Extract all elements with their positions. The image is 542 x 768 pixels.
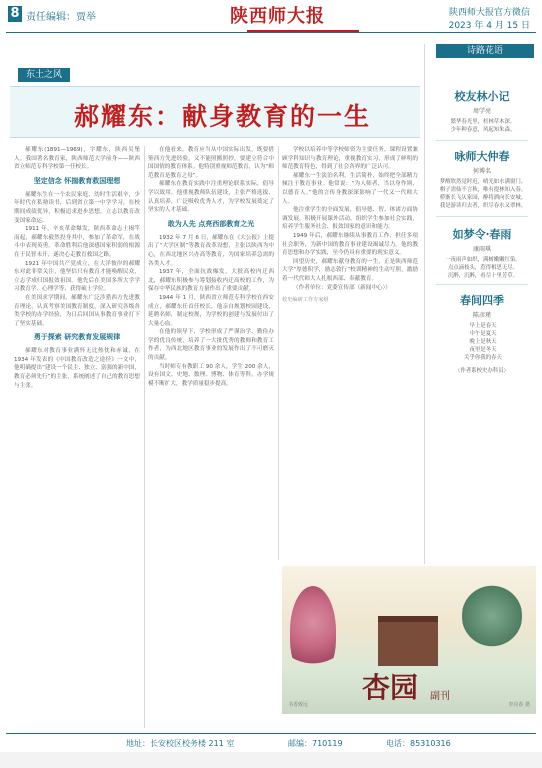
article-subhead: 勇于探索 研究教育发展规律 <box>33 333 121 342</box>
poem-body <box>438 256 528 280</box>
article-title: 郝耀东：献身教育的一生 <box>74 102 372 131</box>
column-divider <box>278 146 279 560</box>
article-paragraph: 郝耀东在教育实践中注重理论联系实际，倡导学以致用。他重视教师队伍建设，主张严格选拔、认真培养，广泛吸收优秀人才，为学校发展奠定了坚实的人才基础。 <box>148 181 274 214</box>
footer-address: 地址：长安校区校务楼 211 室 <box>126 739 235 748</box>
article-paragraph: 1911 年，辛亥革命爆发，陕西革命志士揭竿而起，郝耀东毅然投身其中，参加了革命军，在战斗中表现英勇。革命胜利后他深感国家积弱的根源在于民智未开，遂决心走教育救国之路。 <box>14 226 140 258</box>
article-paragraph: 1944 年 1 月，陕西省立师范专科学校在西安成立，郝耀东任首任校长。他亲自规划校园建设，延聘名师，制定校规，为学校的创建与发展付出了大量心血。 <box>148 294 274 327</box>
poem-separator <box>436 216 528 217</box>
article-paragraph: 1949 年后，郝耀东继续从事教育工作，担任多项社会职务，为新中国的教育事业建设竭诚尽力。他的教育思想和办学实践，至今仍具有重要的现实意义。 <box>282 232 418 257</box>
poem-body <box>438 118 528 134</box>
painting-caption-left: 书香致远 <box>288 702 309 708</box>
poetry-column <box>428 60 536 360</box>
editor-credit: 责任编辑：贾举 <box>26 12 96 23</box>
gate-image <box>378 616 438 666</box>
poem-title: 春间四季 <box>460 294 504 307</box>
footer-bar <box>0 752 542 768</box>
poem-author: 康雨琪 <box>472 246 491 253</box>
article-paragraph: 在他看来，教育应当从中国实际出发，既要借鉴西方先进经验，又不能照搬照抄，要建立符合中国国情的教育体系。他特别重视师范教育，认为“师范教育是教育之母”。 <box>148 147 274 179</box>
article-subhead: 坚定信念 怀揣教育救国理想 <box>33 176 121 185</box>
poem-body <box>438 178 528 210</box>
poem-line: 少年种春意，风起知朱森。 <box>450 127 516 133</box>
poem-line: 早上是春天 <box>469 323 497 329</box>
issue-date: 2023 年 4 月 15 日 <box>448 21 530 31</box>
poem-line: 一夜雨声如织，满树嫩嫩红染。 <box>445 257 521 263</box>
page-number: 8 <box>8 6 22 22</box>
poem-title: 校友林小记 <box>454 90 510 103</box>
article-paragraph: 在他的领导下，学校形成了严谨治学、勤俭办学的优良传统，培养了一大批优秀的教师和教育工作者，为西北地区教育事业的发展作出了不可磨灭的贡献。 <box>148 329 274 362</box>
blossom-tree-image <box>290 586 336 676</box>
poem-author: 陈彦瑾 <box>472 312 491 319</box>
article-subhead: 敢为人先 点亮西部教育之光 <box>167 219 255 228</box>
supplement-subtitle: 副刊 <box>430 691 450 702</box>
poem-body <box>438 322 528 362</box>
footer-phone: 电话：85310316 <box>386 739 451 748</box>
column-divider <box>144 146 145 728</box>
section-tag-right: 诗路花语 <box>436 44 534 58</box>
poem-title: 咏师大仲春 <box>454 150 510 163</box>
article-paragraph: （作者单位：党委宣传部（新闻中心）） <box>293 284 391 291</box>
article-paragraph: 回望历史，郝耀东献身教育的一生，正是陕西师范大学“厚德积学，励志敦行”校训精神的生动写照，激励着一代代师大人扎根西部、奉献教育。 <box>282 258 418 282</box>
article-paragraph: 郝耀东一生淡泊名利，生活简朴，始终把全部精力倾注于教育事业。他常说：“为人师者，当以身作则，以德育人。”他的言传身教深深影响了一代又一代师大人。 <box>282 172 418 205</box>
article-paragraph: 郝耀东对教育事业满怀无比热忱和赤诚，在 1934 年发表的《中国教育改造之途径》一文中，他明确提出“建设一个民主、独立、富强的新中国，教育必须先行”的主张，系统阐述了自己的教育思想与主张。 <box>14 348 140 389</box>
article-column-2 <box>148 146 274 728</box>
article-title-banner <box>10 86 420 138</box>
section-tag-left: 东土之风 <box>18 68 70 82</box>
poem-line: 繁华春光里，杉林草木深。 <box>450 119 516 125</box>
article-paragraph: 郝耀东生在一个农民家庭，幼时生活艰辛，少年时代在私塾读书，后到省立第一中学学习。在校期间成绩优异，积极追求进步思想，立志以教育改变国家命运。 <box>14 191 140 224</box>
poem-line: 关乎你我的春天 <box>464 355 502 361</box>
painting-caption-right: 李亮春 摄 <box>508 702 530 708</box>
poem-separator <box>436 140 528 141</box>
article-paragraph: 1921 年中国共产党成立，在大洋彼岸的郝耀东对此非常关注，他坚信只有教育才能唤醒民众，立志学成归国报效祖国。他先后在美国多所大学学习教育学、心理学等，获得硕士学位。 <box>14 260 140 293</box>
article-paragraph: 1932 年 7 月 6 日，郝耀东在《大公报》上提出了“大学区制”等教育改革设想，主张以陕西为中心，在西北地区兴办高等教育，为国家培养急需的各类人才。 <box>148 234 274 267</box>
article-paragraph: 当时师专有教职工 90 余人，学生 200 余人，设有国文、史地、数理、博物、体育等科，办学规模不断扩大，教学质量稳步提高。 <box>148 363 274 387</box>
poem-line: 晚上是秋天 <box>469 339 497 345</box>
article-paragraph: 郝耀东(1891—1969)，字耀东，陕西吴堡人。我国著名教育家，陕西师范大学前身——陕西省立师范专科学校第一任校长。 <box>14 147 140 171</box>
poem-line: 夜里是冬天 <box>469 347 497 353</box>
poem-line: 我是游读归去者，织尽春水又翠林。 <box>439 203 527 209</box>
supplement-title: 杏园 <box>362 671 419 704</box>
poem-title: 如梦令·春雨 <box>452 228 512 241</box>
article-column-1 <box>14 146 140 728</box>
poem-author: 何博名 <box>472 168 491 175</box>
poem-line: 梦醒欣然觉时迟，晴光如水满窗门。 <box>439 179 527 185</box>
article-paragraph: 他注重学生的全面发展，倡导德、智、体诸方面协调发展，积极开展课外活动，组织学生参加社会实践，培养学生服务社会、报效国家的意识和能力。 <box>282 207 418 231</box>
article-paragraph: 在美国求学期间，郝耀东广泛涉猎西方先进教育理论，认真考察美国教育制度，深入研究各级各类学校的办学经验，为日后回国从事教育事业打下了坚实基础。 <box>14 294 140 327</box>
article-paragraph: 1937 年，全面抗战爆发，大批高校内迁西北，郝耀东积极参与筹划接收内迁高校的工作，为保存中华民族的教育力量作出了重要贡献。 <box>148 269 274 293</box>
poem-line: 中午是夏天 <box>469 331 497 337</box>
paper-name: 陕西师大报官方微信 <box>448 8 530 18</box>
article-column-3 <box>282 146 418 560</box>
footer-postcode: 邮编：710119 <box>288 739 343 748</box>
masthead: 陕西师大报 <box>230 6 325 27</box>
apricot-garden-painting <box>282 566 536 714</box>
poem-separator <box>436 284 528 285</box>
header-rule <box>6 32 536 33</box>
poems-note: （作者系校史办科员） <box>455 368 509 374</box>
green-tree-image <box>462 576 522 656</box>
article-caption: 校史编研工作专家组 <box>282 297 329 304</box>
poem-line: 棋子需仙不言秋，唯有提林知入春。 <box>439 187 527 193</box>
page-footer <box>6 733 536 751</box>
poem-line: 桥渐长飞仄家园，醉将洒向长安城。 <box>439 195 527 201</box>
poem-line: 点点滴枝头，惹得相思无尽。 <box>447 265 519 271</box>
article-paragraph: 学校以培养中等学校师资为主要任务，课程设置兼顾学科知识与教育理论，重视教育实习，形成了鲜明的师范教育特色，得到了社会各界的广泛认可。 <box>282 147 418 171</box>
column-divider <box>424 44 425 564</box>
poem-line: 沉醉，沉醉，看尽十里芳草。 <box>447 273 519 279</box>
poem-author: 周学亮 <box>472 108 491 115</box>
